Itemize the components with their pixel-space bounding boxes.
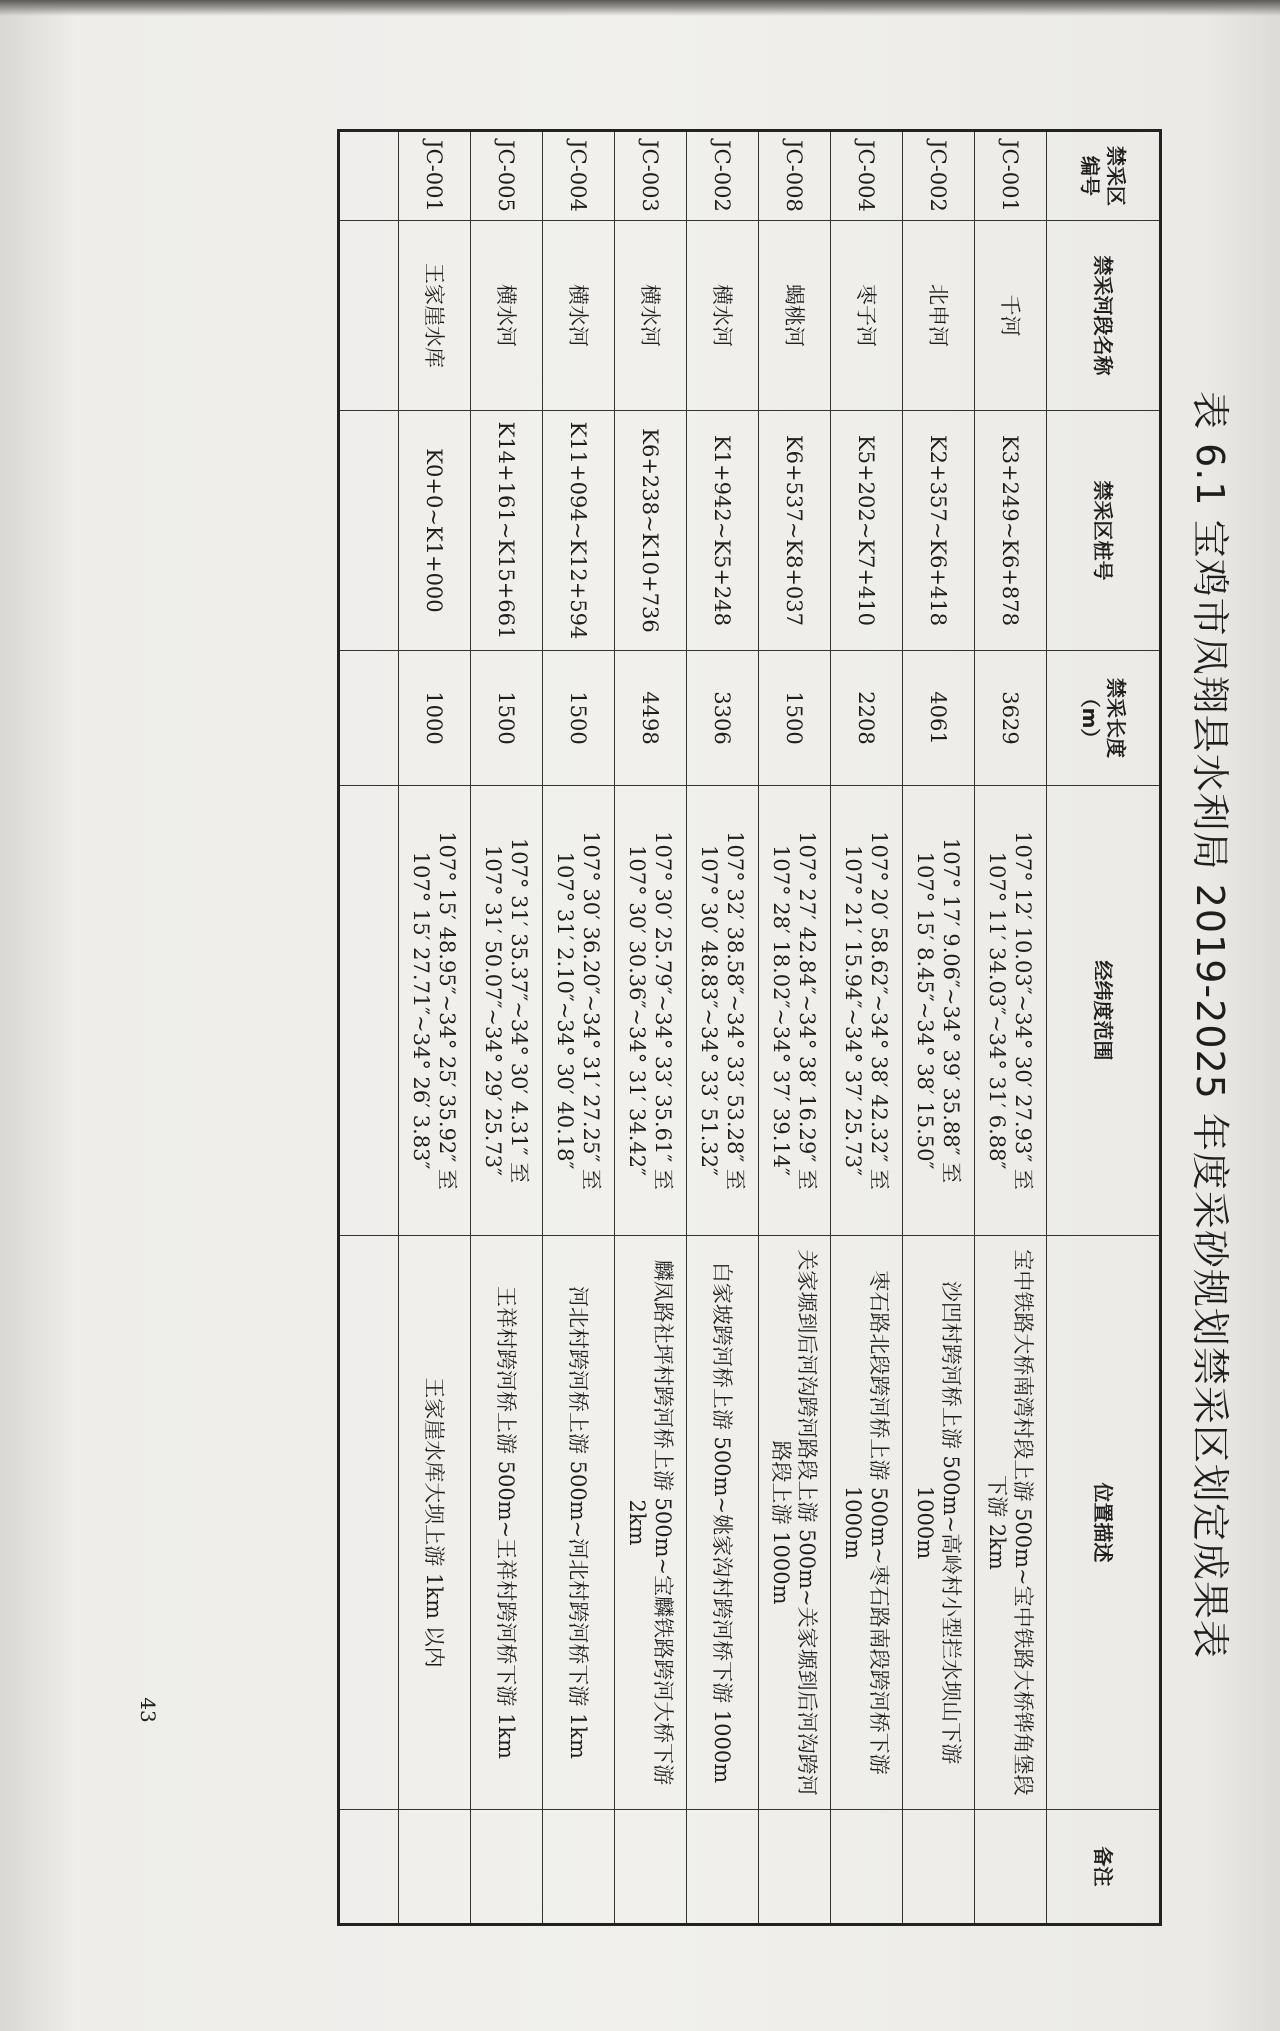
- cell-coords: [399, 786, 471, 1236]
- cell-location: 麟凤路社坪村跨河桥上游 500m~宝麟铁路跨河大桥下游 2km: [615, 1236, 687, 1810]
- coord-end: 107° 31′ 2.10″~34° 30′ 40.18″: [553, 851, 578, 1170]
- table-title: 表 6.1 宝鸡市凤翔县水利局 2019-2025 年度采砂规划禁采区划定成果表: [1188, 391, 1232, 1659]
- scan-edge-shadow: [0, 0, 1280, 16]
- cell-location: 关家塬到后河沟跨河路段上游 500m~关家塬到后河沟跨河路段上游 1000m: [759, 1236, 831, 1810]
- cell-remark: [831, 1810, 903, 1925]
- table-row-empty: [339, 131, 399, 1925]
- cell-location: 白家坡跨河桥上游 500m~姚家沟村跨河桥下游 1000m: [687, 1236, 759, 1810]
- table-row: [471, 131, 543, 1925]
- cell-chainage: K2+357~K6+418: [903, 411, 975, 651]
- cell-id: JC-008: [759, 131, 831, 221]
- cell-remark: [903, 1810, 975, 1925]
- exclusion-zone-table: [337, 129, 1162, 1926]
- cell-location: 河北村跨河桥上游 500m~河北村跨河桥下游 1km: [543, 1236, 615, 1810]
- rotated-table-sheet: [20, 80, 1240, 1970]
- table-header-row: [1047, 131, 1161, 1925]
- coord-end: 107° 30′ 48.83″~34° 33′ 51.32″: [697, 844, 722, 1176]
- cell-chainage: K1+942~K5+248: [687, 411, 759, 651]
- cell-length: 1500: [759, 651, 831, 786]
- cell-location: 王祥村跨河桥上游 500m~王祥村跨河桥下游 1km: [471, 1236, 543, 1810]
- cell-river: 蝎桃河: [759, 221, 831, 411]
- cell-coords: [687, 786, 759, 1236]
- coord-start: 107° 30′ 25.79″~34° 33′ 35.61″ 至: [651, 831, 676, 1190]
- cell-remark: [975, 1810, 1047, 1925]
- cell-river: 枣子河: [831, 221, 903, 411]
- cell-empty: [339, 411, 399, 651]
- cell-length: 1000: [399, 651, 471, 786]
- cell-id: JC-002: [903, 131, 975, 221]
- cell-coords: [831, 786, 903, 1236]
- table-row: [615, 131, 687, 1925]
- cell-id: JC-003: [615, 131, 687, 221]
- cell-remark: [687, 1810, 759, 1925]
- cell-river: 北申河: [903, 221, 975, 411]
- coord-start: 107° 32′ 38.58″~34° 33′ 53.28″ 至: [723, 831, 748, 1190]
- cell-coords: [903, 786, 975, 1236]
- cell-remark: [399, 1810, 471, 1925]
- table-row: [903, 131, 975, 1925]
- header-remark: 备注: [1047, 1810, 1161, 1925]
- page-number: 43: [136, 1697, 160, 1723]
- header-id: 禁采区编号: [1047, 131, 1161, 221]
- table-row: [399, 131, 471, 1925]
- cell-river: 横水河: [471, 221, 543, 411]
- cell-empty: [339, 1810, 399, 1925]
- cell-river: 王家崖水库: [399, 221, 471, 411]
- table-row: [687, 131, 759, 1925]
- cell-empty: [339, 786, 399, 1236]
- coord-end: 107° 15′ 27.71″~34° 26′ 3.83″: [409, 851, 434, 1170]
- coord-end: 107° 31′ 50.07″~34° 29′ 25.73″: [481, 844, 506, 1176]
- cell-chainage: K11+094~K12+594: [543, 411, 615, 651]
- header-chainage: 禁采区桩号: [1047, 411, 1161, 651]
- cell-coords: [543, 786, 615, 1236]
- cell-id: JC-001: [975, 131, 1047, 221]
- cell-coords: [471, 786, 543, 1236]
- cell-location: 王家崖水库大坝上游 1km 以内: [399, 1236, 471, 1810]
- cell-river: 横水河: [687, 221, 759, 411]
- coord-start: 107° 27′ 42.84″~34° 38′ 16.29″ 至: [795, 831, 820, 1190]
- cell-chainage: K14+161~K15+661: [471, 411, 543, 651]
- header-coords: 经纬度范围: [1047, 786, 1161, 1236]
- coord-start: 107° 30′ 36.20″~34° 31′ 27.25″ 至: [579, 831, 604, 1190]
- coord-end: 107° 11′ 34.03″~34° 31′ 6.88″: [985, 851, 1010, 1170]
- cell-location: 沙凹村跨河桥上游 500m~高岭村小型拦水坝山下游 1000m: [903, 1236, 975, 1810]
- cell-empty: [339, 1236, 399, 1810]
- cell-id: JC-001: [399, 131, 471, 221]
- table-row: [543, 131, 615, 1925]
- cell-chainage: K6+238~K10+736: [615, 411, 687, 651]
- cell-length: 3306: [687, 651, 759, 786]
- cell-river: 横水河: [615, 221, 687, 411]
- cell-river: 横水河: [543, 221, 615, 411]
- header-location: 位置描述: [1047, 1236, 1161, 1810]
- cell-empty: [339, 131, 399, 221]
- cell-remark: [543, 1810, 615, 1925]
- cell-length: 1500: [471, 651, 543, 786]
- coord-end: 107° 30′ 30.36″~34° 31′ 34.42″: [625, 844, 650, 1176]
- cell-coords: [975, 786, 1047, 1236]
- cell-chainage: K5+202~K7+410: [831, 411, 903, 651]
- cell-length: 1500: [543, 651, 615, 786]
- cell-chainage: K0+0~K1+000: [399, 411, 471, 651]
- coord-start: 107° 31′ 35.37″~34° 30′ 4.31″ 至: [507, 837, 532, 1184]
- cell-id: JC-005: [471, 131, 543, 221]
- table-row: [831, 131, 903, 1925]
- cell-chainage: K6+537~K8+037: [759, 411, 831, 651]
- coord-end: 107° 15′ 8.45″~34° 38′ 15.50″: [913, 851, 938, 1170]
- coord-start: 107° 15′ 48.95″~34° 25′ 35.92″ 至: [435, 831, 460, 1190]
- cell-location: 枣石路北段跨河桥上游 500m~枣石路南段跨河桥下游 1000m: [831, 1236, 903, 1810]
- cell-empty: [339, 221, 399, 411]
- cell-coords: [615, 786, 687, 1236]
- header-river: 禁采河段名称: [1047, 221, 1161, 411]
- table-row: [759, 131, 831, 1925]
- cell-chainage: K3+249~K6+878: [975, 411, 1047, 651]
- header-length: 禁采长度（m）: [1047, 651, 1161, 786]
- coord-start: 107° 12′ 10.03″~34° 30′ 27.93″ 至: [1011, 831, 1036, 1190]
- cell-coords: [759, 786, 831, 1236]
- cell-location: 宝中铁路大桥南湾村段上游 500m~宝中铁路大桥铧角堡段下游 2km: [975, 1236, 1047, 1810]
- cell-remark: [615, 1810, 687, 1925]
- cell-length: 3629: [975, 651, 1047, 786]
- coord-start: 107° 17′ 9.06″~34° 39′ 35.88″ 至: [939, 837, 964, 1184]
- cell-empty: [339, 651, 399, 786]
- cell-id: JC-002: [687, 131, 759, 221]
- coord-end: 107° 28′ 18.02″~34° 37′ 39.14″: [769, 844, 794, 1176]
- cell-id: JC-004: [831, 131, 903, 221]
- cell-length: 4061: [903, 651, 975, 786]
- cell-remark: [759, 1810, 831, 1925]
- coord-start: 107° 20′ 58.62″~34° 38′ 42.32″ 至: [867, 831, 892, 1190]
- cell-id: JC-004: [543, 131, 615, 221]
- cell-river: 千河: [975, 221, 1047, 411]
- cell-length: 2208: [831, 651, 903, 786]
- table-row: [975, 131, 1047, 1925]
- cell-remark: [471, 1810, 543, 1925]
- cell-length: 4498: [615, 651, 687, 786]
- coord-end: 107° 21′ 15.94″~34° 37′ 25.73″: [841, 844, 866, 1176]
